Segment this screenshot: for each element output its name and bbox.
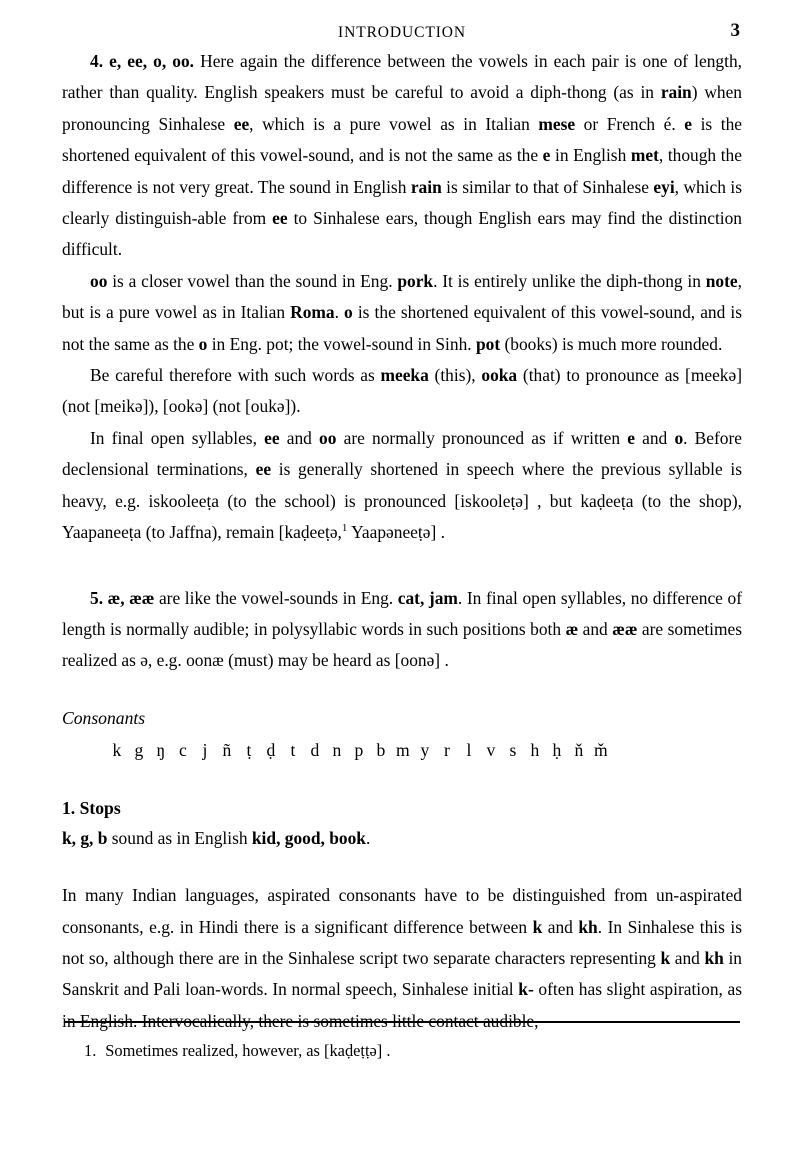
emphasis-run: k xyxy=(532,916,543,937)
running-head xyxy=(62,0,742,46)
consonant-glyph: j xyxy=(202,739,208,760)
footnote-text: Sometimes realized, however, as [kaḍeṭṭə] . xyxy=(105,1041,391,1060)
text-run: . In Sinhalese this is not so, although there are in the Sinhalese script two separate characters representing xyxy=(62,916,742,968)
text-run: is a closer vowel than the sound in Eng. xyxy=(107,270,398,291)
text-run: are normally pronounced as if written xyxy=(336,427,628,448)
emphasis-run: ææ xyxy=(612,618,638,639)
consonant-glyph: ṭ xyxy=(246,739,252,760)
text-run: . xyxy=(334,302,345,323)
section-spacer xyxy=(62,767,742,793)
text-run: is similar to that of Sinhalese xyxy=(441,176,654,197)
paragraph-aspiration xyxy=(62,880,742,1037)
emphasis-run: cat, jam xyxy=(397,587,458,608)
text-run: . It is entirely unlike the diph-thong in xyxy=(433,270,706,291)
emphasis-run: k xyxy=(660,947,671,968)
text-run: are like the vowel-sounds in Eng. xyxy=(154,587,398,608)
emphasis-run: note xyxy=(705,270,738,291)
paragraph-item-4 xyxy=(62,46,742,266)
text-run: ) when pronouncing Sinhalese xyxy=(62,82,742,134)
item-number: 5. xyxy=(90,587,104,608)
footnote-number: 1. xyxy=(84,1041,97,1060)
consonant-glyph: m xyxy=(396,739,410,760)
emphasis-run: o xyxy=(674,427,684,448)
emphasis-run: pot xyxy=(475,333,501,354)
emphasis-run: rain xyxy=(660,82,692,103)
text-run: to Sinhalese ears, though English ears may find the distinction difficult. xyxy=(62,208,743,260)
text-run: and xyxy=(670,947,705,968)
text-run: in Sanskrit and Pali loan-words. In normal speech, Sinhalese initial xyxy=(62,947,742,1000)
footnote xyxy=(62,1038,742,1064)
consonant-glyph: k xyxy=(112,739,122,760)
text-run: and xyxy=(542,916,579,937)
emphasis-run: ee xyxy=(272,208,288,229)
text-run: . In final open syllables, no difference of length is normally audible; in polysyllabic words in such positions both xyxy=(62,587,742,639)
section-spacer xyxy=(62,677,742,703)
running-head-title: INTRODUCTION xyxy=(338,24,466,41)
consonant-glyph: r xyxy=(443,739,451,760)
text-run: Be careful therefore with such words as xyxy=(90,365,381,386)
emphasis-run: ooka xyxy=(481,365,518,386)
text-run: Yaapəneeṭə] . xyxy=(347,522,445,543)
consonant-glyph: v xyxy=(486,739,496,760)
consonant-glyph: ŋ xyxy=(156,739,166,760)
text-run: . xyxy=(365,827,371,848)
consonant-glyph: d xyxy=(310,739,320,760)
consonant-glyph: m̌ xyxy=(594,739,608,760)
consonant-glyph: y xyxy=(420,739,430,760)
consonant-glyph: b xyxy=(376,739,386,760)
emphasis-run: pork xyxy=(397,270,434,291)
consonant-glyph: t xyxy=(290,739,296,760)
emphasis-run: e xyxy=(684,113,692,134)
emphasis-run: oo xyxy=(319,427,337,448)
paragraph-stops xyxy=(62,823,742,854)
emphasis-run: kh xyxy=(704,947,724,968)
heading-stops: 1. Stops xyxy=(62,797,121,818)
consonant-glyph: n xyxy=(332,739,342,760)
footnote-reference-marker: 1 xyxy=(341,522,348,535)
consonant-inventory-row xyxy=(62,733,742,767)
emphasis-run: oo xyxy=(90,270,108,291)
emphasis-run: k- xyxy=(518,979,534,1000)
text-run: often has slight aspiration, as in English. Intervocalically, there is sometimes little contact audible, xyxy=(62,979,743,1031)
text-run: (that) to pronounce as [meekə] (not [meikə]), [ookə] (not [oukə]). xyxy=(62,365,742,417)
text-run: , which is a pure vowel as in Italian xyxy=(249,113,539,134)
text-run: or French é. xyxy=(575,113,685,134)
text-run: (this), xyxy=(428,365,482,386)
emphasis-run: meeka xyxy=(380,365,429,386)
paragraph-final-open-syllables xyxy=(62,423,742,549)
emphasis-run: mese xyxy=(538,113,576,134)
text-run: sound as in English xyxy=(107,827,252,848)
emphasis-run: kh xyxy=(578,916,598,937)
consonant-glyph: ḍ xyxy=(266,739,276,760)
text-run: In many Indian languages, aspirated consonants have to be distinguished from un-aspirated consonants, e.g. in Hindi there is a significant difference between xyxy=(62,885,742,937)
text-run: , but is a pure vowel as in Italian xyxy=(62,270,742,323)
emphasis-run: æ xyxy=(565,618,579,639)
text-run: , which is clearly distinguish-able from xyxy=(62,176,742,229)
text-run: In final open syllables, xyxy=(90,427,265,448)
text-run: are sometimes realized as ə, e.g. oonæ (must) may be heard as [oonə] . xyxy=(62,618,743,671)
text-run: (books) is much more rounded. xyxy=(500,333,723,354)
consonant-glyph: c xyxy=(178,739,187,760)
text-run: Here again the difference between the vowels in each pair is one of length, rather than quality. English speakers must be careful to avoid a diph-thong (as in xyxy=(62,51,742,103)
consonant-glyph: ñ xyxy=(222,739,232,760)
emphasis-run: ee xyxy=(255,459,272,480)
consonant-glyph: p xyxy=(354,739,364,760)
consonant-glyph: g xyxy=(134,739,144,760)
emphasis-run: rain xyxy=(410,176,442,197)
emphasis-run: o xyxy=(198,333,208,354)
paragraph-meeka xyxy=(62,360,742,423)
text-run: in English xyxy=(550,145,631,166)
paragraph-oo xyxy=(62,266,742,360)
consonant-glyph: l xyxy=(466,739,472,760)
emphasis-run: kid, good, book xyxy=(251,827,366,848)
consonant-glyph: ň xyxy=(574,739,584,760)
text-run: in Eng. pot; the vowel-sound in Sinh. xyxy=(207,333,476,354)
consonant-glyph: ḥ xyxy=(552,739,562,760)
consonant-glyph: s xyxy=(509,739,517,760)
emphasis-run: met xyxy=(630,145,659,166)
emphasis-run: e xyxy=(627,427,635,448)
section-spacer xyxy=(62,549,742,583)
text-run: and xyxy=(634,427,675,448)
text-run: and xyxy=(578,618,613,639)
paragraph-item-5 xyxy=(62,583,742,677)
emphasis-run: k, g, b xyxy=(62,827,108,848)
item-number: 4. xyxy=(90,51,104,71)
footnote-separator-rule xyxy=(64,1021,740,1023)
emphasis-run: ee xyxy=(233,113,250,134)
section-spacer xyxy=(62,854,742,880)
page-number: 3 xyxy=(730,20,740,41)
emphasis-run: eyi xyxy=(653,176,675,197)
emphasis-run: o xyxy=(344,302,353,323)
page-content xyxy=(62,0,742,1037)
heading-consonants: Consonants xyxy=(62,707,146,728)
consonant-glyph: h xyxy=(530,739,540,760)
text-run: and xyxy=(279,427,320,448)
emphasis-run: æ, ææ xyxy=(107,587,155,608)
headword-group: e, ee, o, oo. xyxy=(109,51,195,71)
emphasis-run: ee xyxy=(264,427,280,448)
text-run: . Before declensional terminations, xyxy=(62,427,742,480)
text-run: is the shortened equivalent of this vowel-sound, and is not the same as the xyxy=(62,302,743,354)
emphasis-run: Roma xyxy=(290,302,335,323)
text-run: is generally shortened in speech where the previous syllable is heavy, e.g. iskooleeṭa (to the school) is pronounced [iskooleṭə] , but kaḍeeṭa (to the shop), Yaapaneeṭa (to Jaffna), remain [kaḍeeṭə, xyxy=(62,459,742,543)
emphasis-run: e xyxy=(542,145,551,166)
text-run: , though the difference is not very great. The sound in English xyxy=(62,145,742,197)
text-run: is the shortened equivalent of this vowel-sound, and is not the same as the xyxy=(62,113,743,166)
